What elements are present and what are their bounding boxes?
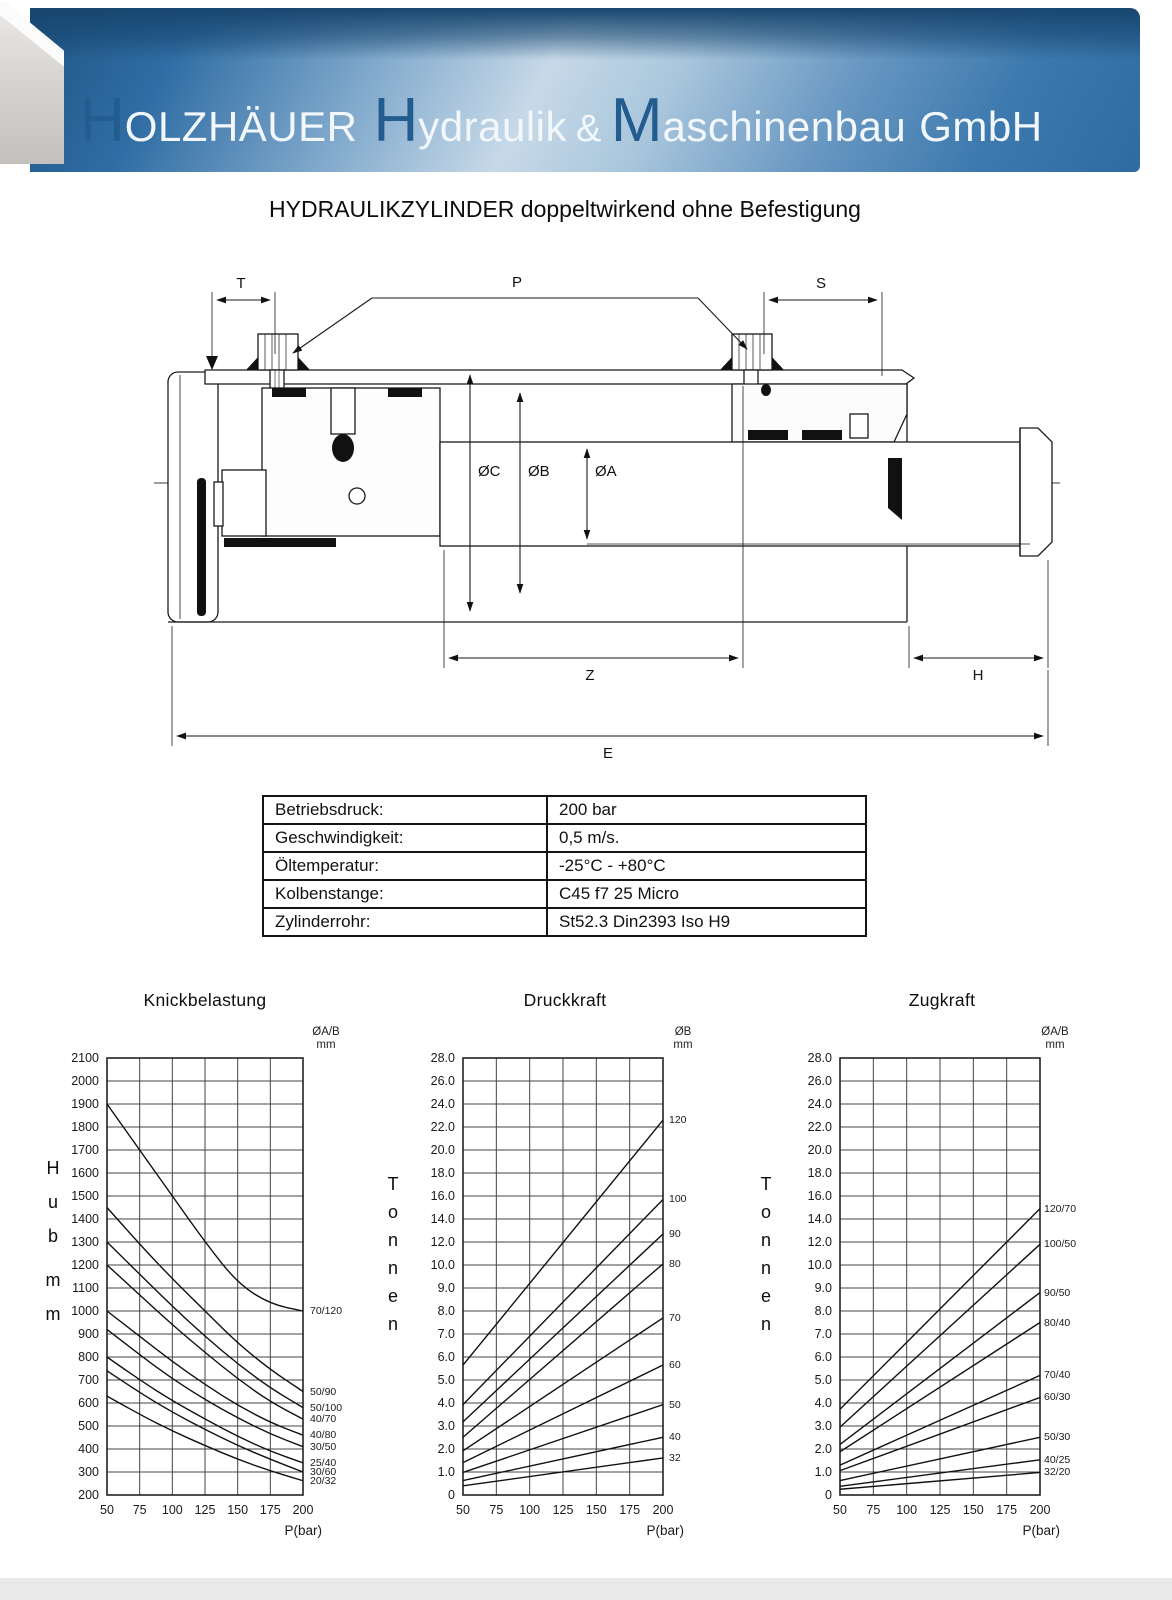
series-label-30/60: 30/60 xyxy=(310,1466,337,1478)
y-axis-tick: 16.0 xyxy=(430,1188,455,1203)
y-axis-tick: 8.0 xyxy=(437,1303,455,1318)
cylinder-drawing-svg xyxy=(150,258,1065,768)
banner-top-shade xyxy=(30,8,1140,60)
y-axis-tick: 1700 xyxy=(71,1142,99,1157)
spec-value: 0,5 m/s. xyxy=(546,825,865,851)
y-axis-tick: 1800 xyxy=(71,1119,99,1134)
y-axis-tick: 1400 xyxy=(71,1211,99,1226)
company-logo-banner xyxy=(30,8,1140,172)
y-axis-title-letter: m xyxy=(45,1304,61,1324)
y-axis-title-letter: T xyxy=(387,1174,399,1194)
y-axis-tick: 6.0 xyxy=(437,1349,455,1364)
piston-assembly xyxy=(214,388,440,547)
y-axis-tick: 2.0 xyxy=(814,1441,832,1456)
x-axis-label: P(bar) xyxy=(1022,1523,1060,1538)
spec-value: C45 f7 25 Micro xyxy=(546,881,865,907)
y-axis-tick: 18.0 xyxy=(430,1165,455,1180)
dim-label-p: P xyxy=(511,274,523,291)
chart-right-axis-unit xyxy=(303,1026,349,1051)
y-axis-tick: 1100 xyxy=(72,1280,99,1295)
y-axis-tick: 8.0 xyxy=(814,1303,832,1318)
y-axis-tick: 9.0 xyxy=(437,1280,455,1295)
unit-line2: mm xyxy=(316,1038,336,1051)
y-axis-tick: 1300 xyxy=(71,1234,99,1249)
cylinder-cross-section-drawing xyxy=(150,258,1065,768)
series-label-80/40: 80/40 xyxy=(1044,1316,1071,1329)
x-axis-tick: 150 xyxy=(962,1503,984,1517)
x-axis-tick: 200 xyxy=(1029,1503,1051,1517)
y-axis-tick: 16.0 xyxy=(807,1188,832,1203)
y-axis-tick: 14.0 xyxy=(807,1211,832,1226)
y-axis-tick: 5.0 xyxy=(437,1372,455,1387)
spec-row xyxy=(264,879,865,907)
x-axis-tick: 125 xyxy=(929,1503,951,1517)
y-axis-tick: 22.0 xyxy=(430,1119,455,1134)
chart-gridlines xyxy=(840,1058,1040,1495)
series-label-70/120: 70/120 xyxy=(310,1305,343,1317)
y-axis-tick: 1500 xyxy=(71,1188,99,1203)
dim-label-z: Z xyxy=(585,667,595,684)
x-axis-tick: 200 xyxy=(652,1503,674,1517)
weld-mark xyxy=(206,356,218,370)
y-axis-title-letter: e xyxy=(387,1286,398,1306)
y-axis-tick: 4.0 xyxy=(814,1395,832,1410)
y-axis-tick: 600 xyxy=(78,1395,99,1410)
x-axis-tick: 100 xyxy=(161,1503,183,1517)
spec-row xyxy=(264,907,865,935)
piston-rod xyxy=(440,442,1020,546)
y-axis-tick: 2000 xyxy=(71,1073,99,1088)
company-name xyxy=(80,85,1043,156)
y-axis-tick: 0 xyxy=(448,1487,455,1502)
y-axis-tick: 5.0 xyxy=(814,1372,832,1387)
unit-line1: ØB xyxy=(674,1026,692,1038)
series-label-40: 40 xyxy=(669,1431,681,1444)
y-axis-tick: 24.0 xyxy=(807,1096,832,1111)
x-axis-label: P(bar) xyxy=(646,1523,684,1538)
y-axis-title-letter: n xyxy=(760,1258,771,1278)
y-axis-tick: 22.0 xyxy=(807,1119,832,1134)
y-axis-tick: 12.0 xyxy=(430,1234,455,1249)
logo-capital-m: M xyxy=(610,86,663,155)
y-axis-tick: 28.0 xyxy=(430,1050,455,1065)
series-label-40/70: 40/70 xyxy=(310,1413,337,1426)
logo-capital-h1: H xyxy=(80,86,125,155)
x-axis-tick: 175 xyxy=(619,1503,641,1517)
series-label-50/100: 50/100 xyxy=(310,1401,343,1414)
x-axis-tick: 125 xyxy=(552,1503,574,1517)
y-axis-tick: 10.0 xyxy=(807,1257,832,1272)
y-axis-tick: 7.0 xyxy=(437,1326,455,1341)
dim-label-h: H xyxy=(972,667,984,684)
dim-label-dia-b: ØB xyxy=(528,463,550,480)
logo-word-maschinenbau: aschinenbau xyxy=(662,103,907,150)
logo-ampersand: & xyxy=(576,108,602,150)
logo-word-gmbh: GmbH xyxy=(919,103,1043,150)
y-axis-tick: 1000 xyxy=(71,1303,99,1318)
chart-plot-druckkraft xyxy=(462,1057,664,1496)
y-axis-tick: 3.0 xyxy=(437,1418,455,1433)
y-axis-title-letter: u xyxy=(47,1192,58,1212)
spec-label: Öltemperatur: xyxy=(275,856,379,875)
spec-row xyxy=(264,797,865,823)
series-label-70: 70 xyxy=(669,1311,681,1324)
y-axis-tick: 2.0 xyxy=(437,1441,455,1456)
rod-end xyxy=(1020,428,1052,556)
y-axis-tick: 3.0 xyxy=(814,1418,832,1433)
spec-value: -25°C - +80°C xyxy=(546,853,865,879)
y-axis-tick: 400 xyxy=(78,1441,99,1456)
y-axis-title-letter: o xyxy=(760,1202,771,1222)
x-axis-tick: 75 xyxy=(132,1503,147,1517)
x-axis-tick: 175 xyxy=(996,1503,1018,1517)
spec-value: 200 bar xyxy=(546,797,865,823)
chart-plot-knickbelastung xyxy=(106,1057,304,1496)
series-label-50/30: 50/30 xyxy=(1044,1431,1071,1444)
series-label-60: 60 xyxy=(669,1359,681,1372)
y-axis-tick: 26.0 xyxy=(807,1073,832,1088)
series-label-90/50: 90/50 xyxy=(1044,1286,1071,1299)
spec-label: Kolbenstange: xyxy=(275,884,384,903)
y-axis-tick: 1900 xyxy=(71,1096,99,1111)
y-axis-title-letter: n xyxy=(760,1314,771,1334)
series-label-80: 80 xyxy=(669,1257,681,1270)
y-axis-tick: 1.0 xyxy=(814,1464,832,1479)
x-axis-tick: 125 xyxy=(194,1503,216,1517)
x-axis-tick: 50 xyxy=(100,1503,114,1517)
dim-label-dia-a: ØA xyxy=(595,463,617,480)
cylinder-cap-plate xyxy=(205,370,914,384)
rod-gland xyxy=(732,384,907,442)
y-axis-title-letter: m xyxy=(45,1270,61,1290)
series-label-50: 50 xyxy=(669,1398,681,1411)
x-axis-label: P(bar) xyxy=(284,1523,322,1538)
dim-label-dia-c: ØC xyxy=(478,463,501,480)
y-axis-title-letter: b xyxy=(47,1226,58,1246)
y-axis-title-letter: o xyxy=(387,1202,398,1222)
spec-label: Betriebsdruck: xyxy=(275,800,384,819)
y-axis-tick: 26.0 xyxy=(430,1073,455,1088)
dim-label-s: S xyxy=(815,275,827,292)
oil-port-left xyxy=(246,334,310,396)
y-axis-tick: 1600 xyxy=(71,1165,99,1180)
x-axis-tick: 150 xyxy=(585,1503,607,1517)
series-label-50/90: 50/90 xyxy=(310,1385,337,1398)
series-label-20/32: 20/32 xyxy=(310,1474,337,1487)
series-label-90: 90 xyxy=(669,1227,681,1240)
left-end-seal xyxy=(197,478,206,616)
page-title: HYDRAULIKZYLINDER doppeltwirkend ohne Befestigung xyxy=(269,196,861,222)
y-axis-tick: 28.0 xyxy=(807,1050,832,1065)
series-label-32/20: 32/20 xyxy=(1044,1466,1071,1479)
y-axis-tick: 6.0 xyxy=(814,1349,832,1364)
y-axis-tick: 700 xyxy=(78,1372,99,1387)
y-axis-title-letter: H xyxy=(46,1158,60,1178)
spec-label: Geschwindigkeit: xyxy=(275,828,404,847)
y-axis-tick: 24.0 xyxy=(430,1096,455,1111)
logo-house-shape xyxy=(0,2,64,164)
y-axis-title-letter: n xyxy=(387,1258,398,1278)
spec-row xyxy=(264,851,865,879)
series-label-32: 32 xyxy=(669,1451,681,1464)
series-label-40/80: 40/80 xyxy=(310,1429,337,1442)
series-label-40/25: 40/25 xyxy=(1044,1453,1071,1466)
chart-title: Knickbelastung xyxy=(143,990,267,1010)
chart-right-axis-unit xyxy=(1032,1026,1078,1051)
chart-gridlines xyxy=(463,1058,663,1495)
series-label-70/40: 70/40 xyxy=(1044,1369,1071,1382)
series-label-60/30: 60/30 xyxy=(1044,1391,1071,1404)
spec-value: St52.3 Din2393 Iso H9 xyxy=(546,909,865,935)
y-axis-tick: 200 xyxy=(78,1487,99,1502)
y-axis-tick: 7.0 xyxy=(814,1326,832,1341)
x-axis-tick: 75 xyxy=(866,1503,881,1517)
chart-title: Druckkraft xyxy=(523,990,607,1010)
spec-label: Zylinderrohr: xyxy=(275,912,371,931)
y-axis-tick: 2100 xyxy=(71,1050,99,1065)
y-axis-tick: 9.0 xyxy=(814,1280,832,1295)
y-axis-tick: 20.0 xyxy=(807,1142,832,1157)
y-axis-tick: 18.0 xyxy=(807,1165,832,1180)
x-axis-tick: 75 xyxy=(489,1503,504,1517)
x-axis-tick: 200 xyxy=(292,1503,314,1517)
dim-label-e: E xyxy=(602,745,614,762)
y-axis-tick: 300 xyxy=(78,1464,99,1479)
dim-label-t: T xyxy=(236,275,246,292)
logo-capital-h2: H xyxy=(373,86,419,155)
y-axis-tick: 20.0 xyxy=(430,1142,455,1157)
unit-line2: mm xyxy=(1045,1038,1065,1051)
y-axis-tick: 800 xyxy=(78,1349,99,1364)
y-axis-tick: 12.0 xyxy=(807,1234,832,1249)
logo-word-holzhaeuer: OLZHÄUER xyxy=(124,103,358,150)
x-axis-tick: 150 xyxy=(227,1503,249,1517)
y-axis-title-letter: n xyxy=(760,1230,771,1250)
y-axis-title-letter: e xyxy=(760,1286,771,1306)
x-axis-tick: 50 xyxy=(456,1503,470,1517)
series-label-30/50: 30/50 xyxy=(310,1440,337,1453)
y-axis-tick: 4.0 xyxy=(437,1395,455,1410)
footer-strip xyxy=(0,1578,1172,1600)
x-axis-tick: 100 xyxy=(519,1503,541,1517)
y-axis-tick: 10.0 xyxy=(430,1257,455,1272)
series-label-100/50: 100/50 xyxy=(1044,1238,1077,1251)
unit-line1: ØA/B xyxy=(312,1026,340,1038)
y-axis-title-letter: T xyxy=(760,1174,772,1194)
spec-row xyxy=(264,823,865,851)
logo-word-hydraulik: ydraulik xyxy=(418,103,567,150)
y-axis-tick: 1200 xyxy=(71,1257,99,1272)
y-axis-tick: 500 xyxy=(78,1418,99,1433)
y-axis-title-letter: n xyxy=(387,1230,398,1250)
unit-line1: ØA/B xyxy=(1041,1026,1069,1038)
series-label-25/40: 25/40 xyxy=(310,1456,337,1469)
y-axis-title-letter: n xyxy=(387,1314,398,1334)
x-axis-tick: 50 xyxy=(833,1503,847,1517)
x-axis-tick: 175 xyxy=(259,1503,281,1517)
y-axis-tick: 900 xyxy=(78,1326,99,1341)
series-label-120: 120 xyxy=(669,1114,687,1127)
series-label-100: 100 xyxy=(669,1193,687,1206)
chart-plot-zugkraft xyxy=(839,1057,1041,1496)
chart-title: Zugkraft xyxy=(908,990,976,1010)
x-axis-tick: 100 xyxy=(896,1503,918,1517)
y-axis-tick: 1.0 xyxy=(437,1464,455,1479)
y-axis-tick: 14.0 xyxy=(430,1211,455,1226)
spec-table xyxy=(262,795,867,937)
y-axis-tick: 0 xyxy=(825,1487,832,1502)
chart-right-axis-unit xyxy=(660,1026,706,1051)
series-label-120/70: 120/70 xyxy=(1044,1202,1077,1215)
unit-line2: mm xyxy=(673,1038,693,1051)
